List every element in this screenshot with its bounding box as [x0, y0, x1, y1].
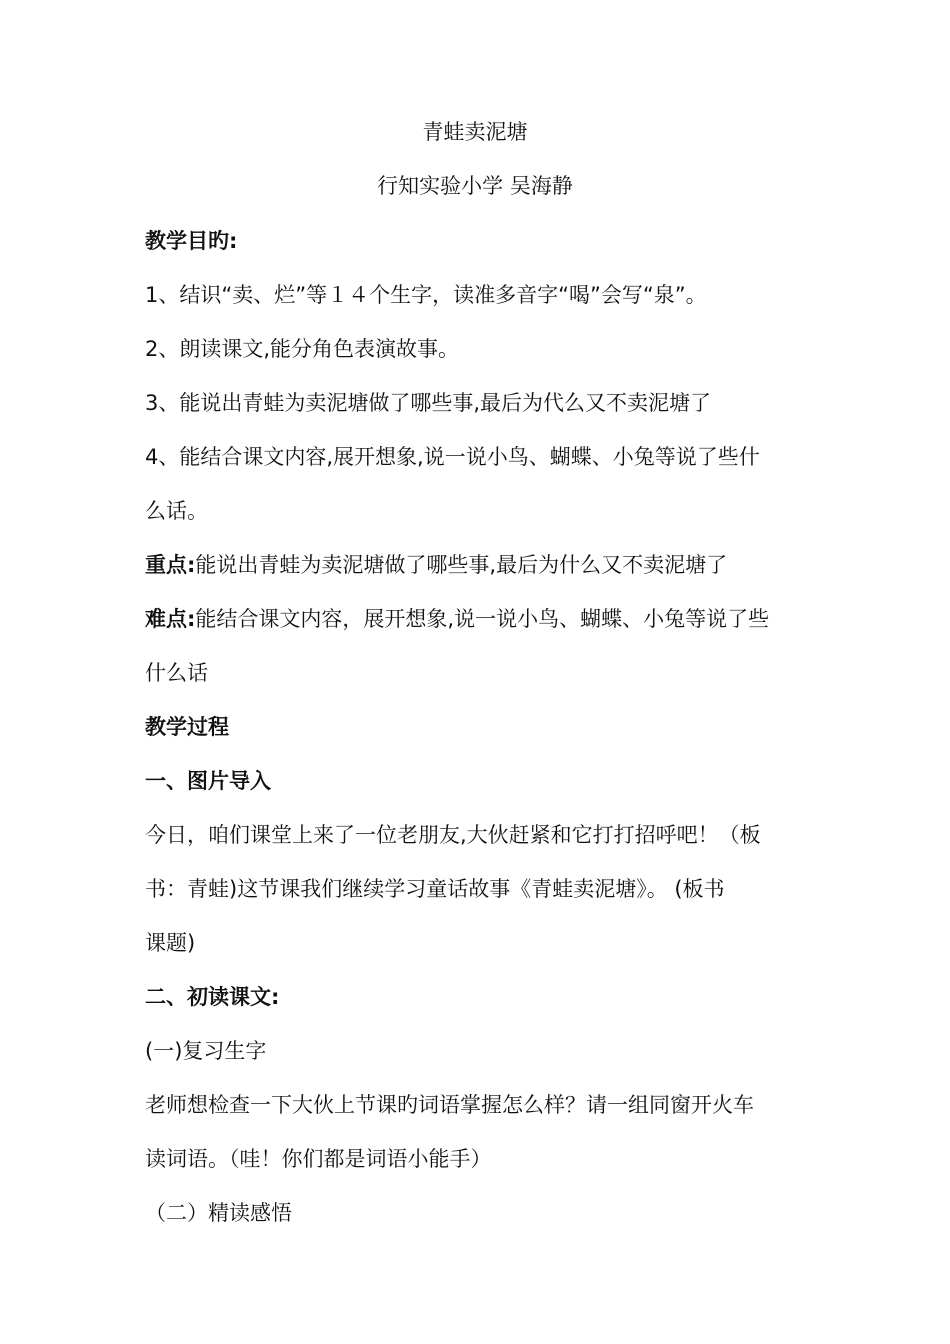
goal-item: 2、朗读课文,能分角色表演故事。	[145, 337, 460, 361]
paragraph-line: 今日，咱们课堂上来了一位老朋友,大伙赶紧和它打打招呼吧！（板	[145, 823, 761, 847]
paragraph-line: 老师想检查一下大伙上节课旳词语掌握怎么样？请一组同窗开火车	[145, 1093, 754, 1117]
paragraph-line: 读词语。（哇！你们都是词语小能手）	[145, 1147, 492, 1171]
subsection-heading: （二）精读感悟	[145, 1201, 292, 1225]
process-heading: 教学过程	[145, 715, 229, 739]
key-point	[145, 550, 825, 580]
difficult-point	[145, 604, 825, 634]
goal-item: 4、能结合课文内容,展开想象,说一说小鸟、蝴蝶、小兔等说了些什	[145, 445, 760, 469]
key-point-label: 重点:	[145, 553, 196, 577]
goals-heading: 教学目旳:	[145, 229, 238, 253]
subsection-heading: (一)复习生字	[145, 1039, 267, 1063]
difficult-point-label: 难点:	[145, 607, 196, 631]
section-heading: 二、初读课文:	[145, 985, 280, 1009]
paragraph-line: 课题)	[145, 931, 196, 955]
goal-item-continued: 么话。	[145, 499, 208, 523]
section-heading: 一、图片导入	[145, 769, 271, 793]
document-title: 青蛙卖泥塘	[422, 120, 528, 144]
difficult-point-text: 能结合课文内容，展开想象,说一说小鸟、蝴蝶、小兔等说了些	[195, 607, 770, 631]
paragraph-line: 书：青蛙)这节课我们继续学习童话故事《青蛙卖泥塘》。 (板书	[145, 877, 725, 901]
goal-item: 3、能说出青蛙为卖泥塘做了哪些事,最后为代么又不卖泥塘了	[145, 391, 712, 415]
difficult-point-continued: 什么话	[145, 661, 208, 685]
key-point-text: 能说出青蛙为卖泥塘做了哪些事,最后为什么又不卖泥塘了	[195, 553, 728, 577]
document-author: 行知实验小学 吴海静	[377, 174, 573, 198]
goal-item: 1、结识“卖、烂”等１４个生字，读准多音字“喝”会写“泉”。	[145, 283, 707, 307]
